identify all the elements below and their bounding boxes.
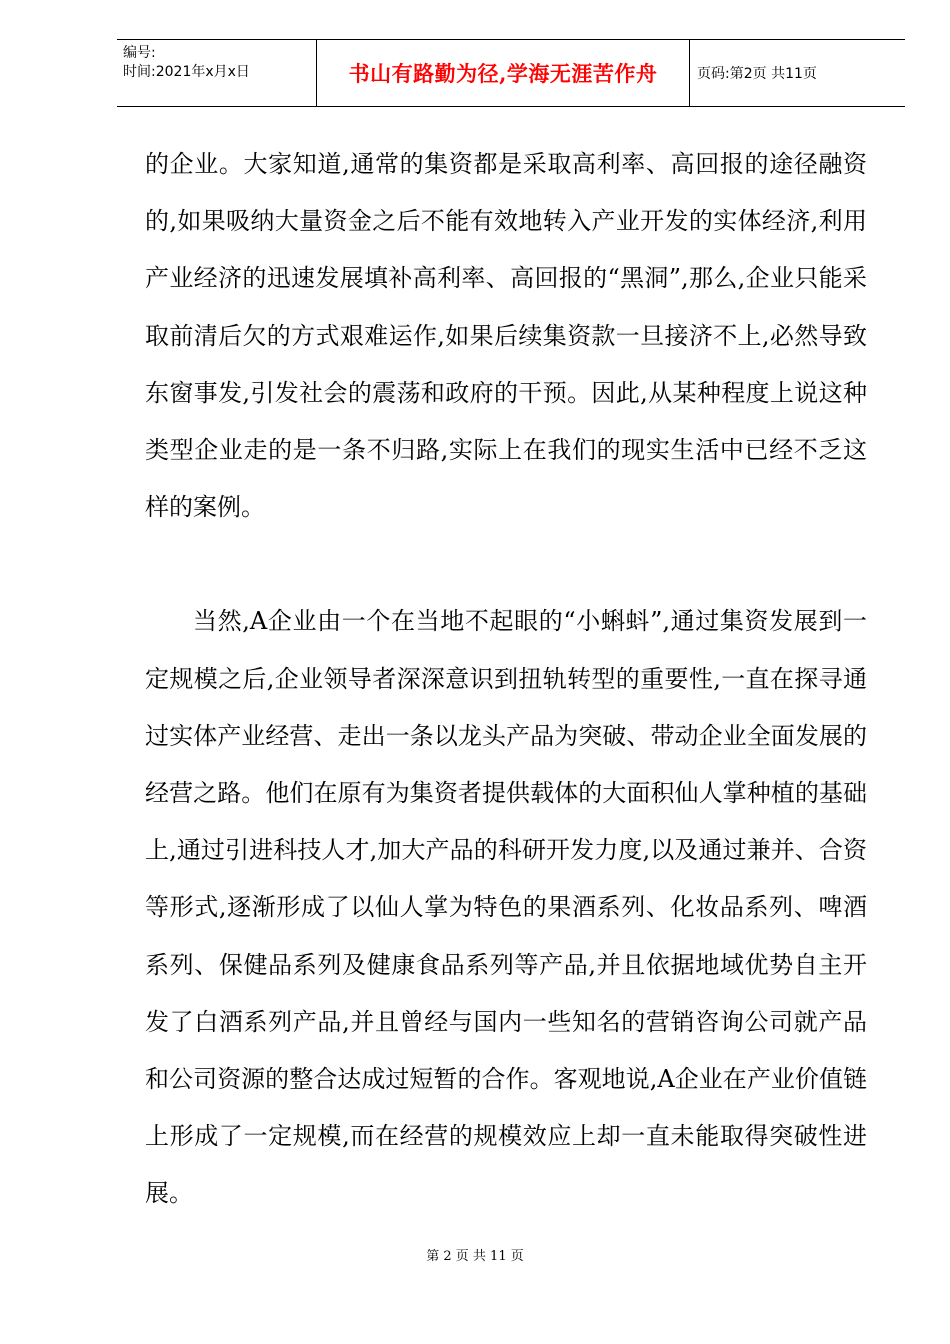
page-header — [117, 39, 905, 107]
header-motto: 书山有路勤为径,学海无涯苦作舟 — [316, 40, 690, 106]
header-page-info: 页码:第2页 共11页 — [697, 66, 817, 82]
body-paragraph-1: 的企业。大家知道,通常的集资都是采取高利率、高回报的途径融资的,如果吸纳大量资金之后不能有效地转入产业开发的实体经济,利用产业经济的迅速发展填补高利率、高回报的“黑洞”,那么,企业只能采取前清后欠的方式艰难运作,如果后续集资款一旦接济不上,必然导致东窗事发,引发社会的震荡和政府的干预。因此,从某种程度上说这种类型企业走的是一条不归路,实际上在我们的现实生活中已经不乏这样的案例。 — [145, 150, 867, 522]
page-footer: 第 2 页 共 11 页 — [426, 1249, 524, 1264]
document-number-label: 编号: — [123, 45, 156, 61]
document-time-label: 时间:2021年x月x日 — [123, 64, 250, 80]
document-body — [145, 136, 867, 1223]
body-paragraph-2: 当然,A企业由一个在当地不起眼的“小蝌蚪”,通过集资发展到一定规模之后,企业领导者深深意识到扭轨转型的重要性,一直在探寻通过实体产业经营、走出一条以龙头产品为突破、带动企业全面发展的经营之路。他们在原有为集资者提供载体的大面积仙人掌种植的基础上,通过引进科技人才,加大产品的科研开发力度,以及通过兼并、合资等形式,逐渐形成了以仙人掌为特色的果酒系列、化妆品系列、啤酒系列、保健品系列及健康食品系列等产品,并且依据地域优势自主开发了白酒系列产品,并且曾经与国内一些知名的营销咨询公司就产品和公司资源的整合达成过短暂的合作。客观地说,A企业在产业价值链上形成了一定规模,而在经营的规模效应上却一直未能取得突破性进展。 — [145, 607, 867, 1208]
header-meta — [117, 40, 316, 106]
